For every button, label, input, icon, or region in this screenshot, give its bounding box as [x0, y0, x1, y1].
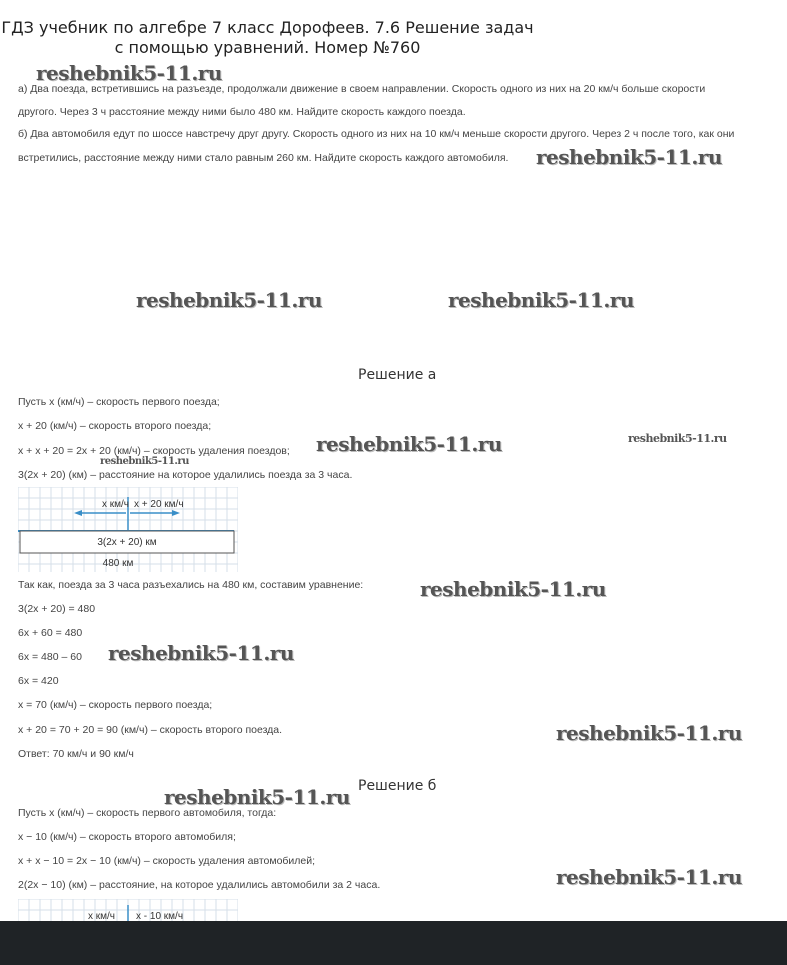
- watermark: reshebnik5-11.ru: [556, 865, 742, 889]
- solution-a-line-4: 3(2x + 20) (км) – расстояние на которое удалились поезда за 3 часа.: [18, 469, 353, 481]
- watermark: reshebnik5-11.ru: [556, 721, 742, 745]
- solution-b-line-2: x − 10 (км/ч) – скорость второго автомобиля;: [18, 831, 236, 843]
- watermark: reshebnik5-11.ru: [100, 456, 189, 467]
- watermark: reshebnik5-11.ru: [36, 61, 222, 85]
- solution-a-line-2: x + 20 (км/ч) – скорость второго поезда;: [18, 420, 212, 432]
- problem-b-line-2: встретились, расстояние между ними стало равным 260 км. Найдите скорость каждого автомобиля.: [18, 152, 509, 164]
- diagram-b-right-label: x - 10 км/ч: [136, 911, 184, 921]
- solution-b-line-1: Пусть x (км/ч) – скорость первого автомобиля, тогда:: [18, 807, 277, 819]
- problem-a-line-1: а) Два поезда, встретившись на разъезде, продолжали движение в своем направлении. Скорость одного из них на 20 км/ч больше скорости: [18, 83, 706, 95]
- diagram-a-bottom-label: 480 км: [102, 558, 134, 569]
- solution-b-line-3: x + x − 10 = 2x − 10 (км/ч) – скорость удаления автомобилей;: [18, 855, 316, 867]
- solution-b-line-4: 2(2x − 10) (км) – расстояние, на которое удалились автомобили за 2 часа.: [18, 879, 381, 891]
- problem-b-line-1: б) Два автомобиля едут по шоссе навстречу друг другу. Скорость одного из них на 10 км/ч меньше скорости другого. Через 2 ч после того, как они: [18, 128, 735, 140]
- watermark: reshebnik5-11.ru: [420, 577, 606, 601]
- equation-4: 6x = 420: [18, 675, 59, 687]
- watermark: reshebnik5-11.ru: [136, 288, 322, 312]
- diagram-b-left-label: x км/ч: [88, 911, 116, 921]
- equation-6: x + 20 = 70 + 20 = 90 (км/ч) – скорость второго поезда.: [18, 724, 283, 736]
- car-distance-diagram: [18, 899, 238, 921]
- train-distance-diagram: [18, 487, 238, 572]
- watermark: reshebnik5-11.ru: [164, 785, 350, 809]
- solution-a-line-1: Пусть x (км/ч) – скорость первого поезда;: [18, 396, 220, 408]
- watermark: reshebnik5-11.ru: [536, 145, 722, 169]
- equation-1: 3(2x + 20) = 480: [18, 603, 96, 615]
- watermark: reshebnik5-11.ru: [108, 641, 294, 665]
- watermark: reshebnik5-11.ru: [448, 288, 634, 312]
- bottom-bar: [0, 921, 787, 965]
- equation-3: 6x = 480 – 60: [18, 651, 82, 663]
- answer-a: Ответ: 70 км/ч и 90 км/ч: [18, 748, 134, 760]
- diagram-a-left-label: x км/ч: [102, 499, 130, 510]
- solution-a-line-3: x + x + 20 = 2x + 20 (км/ч) – скорость удаления поездов;: [18, 445, 290, 457]
- equation-5: x = 70 (км/ч) – скорость первого поезда;: [18, 699, 213, 711]
- problem-a-line-2: другого. Через 3 ч расстояние между ними было 480 км. Найдите скорость каждого поезда.: [18, 106, 466, 118]
- solution-b-heading: Решение б: [358, 778, 437, 794]
- page-title: ГДЗ учебник по алгебре 7 класс Дорофеев. 7.6 Решение задач с помощью уравнений. Номер №760: [1, 18, 534, 57]
- equation-2: 6x + 60 = 480: [18, 627, 83, 639]
- solution-a-line-5: Так как, поезда за 3 часа разъехались на 480 км, составим уравнение:: [18, 579, 364, 591]
- diagram-a-mid-label: 3(2x + 20) км: [97, 537, 157, 548]
- solution-a-heading: Решение а: [358, 367, 437, 383]
- diagram-a-right-label: x + 20 км/ч: [134, 499, 184, 510]
- watermark: reshebnik5-11.ru: [628, 432, 727, 445]
- watermark: reshebnik5-11.ru: [316, 432, 502, 456]
